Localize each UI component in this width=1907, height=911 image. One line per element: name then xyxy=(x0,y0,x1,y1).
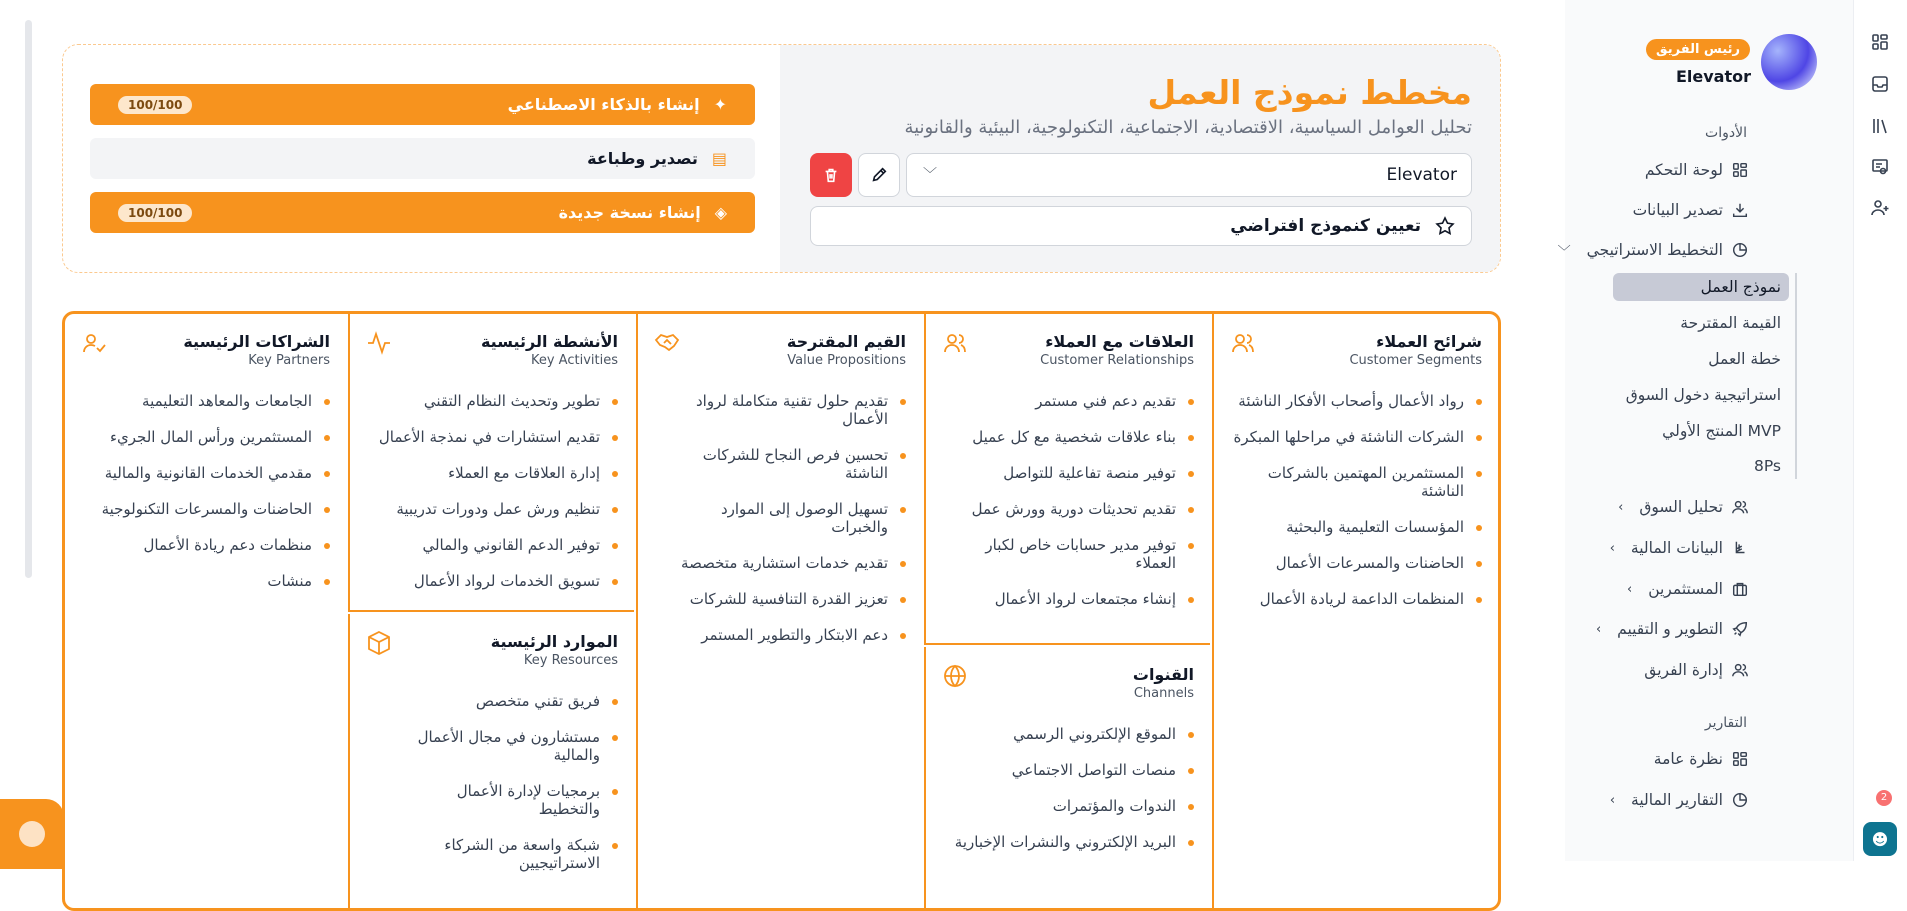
header-info-panel xyxy=(780,45,1500,272)
list-item: تسهيل الوصول إلى الموارد والخبرات xyxy=(666,500,906,536)
chat-icon: ☻ xyxy=(1871,829,1889,849)
block-subtitle: Key Partners xyxy=(248,353,330,368)
tag-icon: ◈ xyxy=(714,203,727,222)
list-item: منصات التواصل الاجتماعي xyxy=(944,761,1194,779)
sidebar-item-label: تحليل السوق xyxy=(1639,498,1723,516)
sidebar-item-market-analysis[interactable] xyxy=(1618,493,1749,521)
notification-badge: 2 xyxy=(1876,790,1892,806)
users-icon xyxy=(1731,498,1749,516)
sidebar xyxy=(1557,0,1853,861)
chat-button[interactable] xyxy=(1863,822,1897,856)
list-item: مقدمي الخدمات القانونية والمالية xyxy=(80,464,330,482)
list-item: توفير الدعم القانوني والمالي xyxy=(368,536,618,554)
list-item: المؤسسات التعليمية والبحثية xyxy=(1232,518,1482,536)
page-title: مخطط نموذج العمل xyxy=(1147,73,1472,112)
block-subtitle: Value Propositions xyxy=(787,353,906,368)
user-check-icon xyxy=(81,330,107,356)
sidebar-subitem-business-plan[interactable]: خطة العمل xyxy=(1708,350,1781,368)
circle-icon xyxy=(19,821,45,847)
block-channels[interactable] xyxy=(924,647,1210,911)
set-default-label: تعيين كنموذج افتراضي xyxy=(1230,216,1421,236)
pie-chart-icon xyxy=(1731,241,1749,259)
library-icon[interactable] xyxy=(1870,116,1890,136)
submenu-line xyxy=(1795,273,1797,479)
inbox-icon[interactable] xyxy=(1870,74,1890,94)
list-item: تنظيم ورش عمل ودورات تدريبية xyxy=(368,500,618,518)
block-title: الموارد الرئيسية xyxy=(490,632,618,651)
list-item: المنظمات الداعمة لريادة الأعمال xyxy=(1232,590,1482,608)
currency-icon xyxy=(1731,539,1749,557)
sidebar-item-investors[interactable] xyxy=(1627,575,1749,603)
list-item: المستثمرين المهتمين بالشركات الناشئة xyxy=(1232,464,1482,500)
sidebar-item-dashboard[interactable] xyxy=(1645,156,1749,184)
users-icon xyxy=(1230,330,1256,356)
list-item: البريد الإلكتروني والنشرات الإخبارية xyxy=(944,833,1194,851)
block-subtitle: Key Activities xyxy=(530,353,618,368)
block-key-partners[interactable] xyxy=(65,314,346,911)
scrollbar[interactable] xyxy=(25,20,32,578)
list-item: منشات xyxy=(80,572,330,590)
list-item: توفير مدير حسابات خاص لكبار العملاء xyxy=(964,536,1194,572)
model-select-value: Elevator xyxy=(1386,165,1457,185)
list-item: تطوير وتحديث النظام التقني xyxy=(368,392,618,410)
sidebar-item-label: إدارة الفريق xyxy=(1644,661,1723,679)
list-item: تحسين فرص النجاح للشركات الناشئة xyxy=(666,446,906,482)
icon-rail xyxy=(1853,0,1907,861)
list-item: تقديم دعم فني مستمر xyxy=(964,392,1194,410)
floating-action-button[interactable] xyxy=(0,799,64,869)
avatar[interactable] xyxy=(1761,34,1817,90)
chevron-down-icon: ﹀ xyxy=(1557,244,1571,260)
ai-generate-label: إنشاء بالذكاء الاصطناعي xyxy=(507,95,700,114)
sidebar-subitem-8ps[interactable]: 8Ps xyxy=(1753,457,1781,475)
box-icon xyxy=(366,630,392,656)
list-item: المستثمرين ورأس المال الجريء xyxy=(80,428,330,446)
list-item: تقديم حلول تقنية متكاملة لرواد الأعمال xyxy=(666,392,906,428)
dashboard-icon xyxy=(1731,161,1749,179)
role-badge: رئيس الفريق xyxy=(1646,39,1750,60)
list-item: الحاضنات والمسرعات التكنولوجية xyxy=(80,500,330,518)
sparkles-icon: ✦ xyxy=(713,95,727,114)
list-item: إنشاء مجتمعات لرواد الأعمال xyxy=(964,590,1194,608)
sidebar-item-label: تصدير البيانات xyxy=(1632,201,1723,219)
export-print-button[interactable] xyxy=(90,138,755,179)
new-version-quota-badge: 100/100 xyxy=(118,204,192,222)
sidebar-item-label: المستثمرين xyxy=(1648,580,1723,598)
block-subtitle: Key Resources xyxy=(523,653,618,668)
sidebar-item-label: التخطيط الاستراتيجي xyxy=(1586,241,1723,259)
sidebar-item-development[interactable] xyxy=(1596,615,1749,643)
model-select[interactable] xyxy=(906,153,1472,197)
star-icon xyxy=(1435,216,1455,236)
sidebar-item-label: لوحة التحكم xyxy=(1644,161,1723,179)
list-item: الحاضنات والمسرعات الأعمال xyxy=(1232,554,1482,572)
sidebar-subitem-value-proposition[interactable]: القيمة المقترحة xyxy=(1680,314,1781,332)
list-item: تقديم تحديثات دورية وورش عمل xyxy=(964,500,1194,518)
pie-chart-icon xyxy=(1731,791,1749,809)
list-item: مستشارون في مجال الأعمال والمالية xyxy=(398,728,618,764)
header-panel xyxy=(62,44,1501,273)
block-title: الأنشطة الرئيسية xyxy=(480,332,618,351)
list-item: إدارة العلاقات مع العملاء xyxy=(368,464,618,482)
list-item: بناء علاقات شخصية مع كل عميل xyxy=(964,428,1194,446)
list-item: توفير منصة تفاعلية للتواصل xyxy=(964,464,1194,482)
pencil-icon xyxy=(870,166,888,184)
page-subtitle: تحليل العوامل السياسية، الاقتصادية، الاجتماعية، التكنولوجية، البيئية والقانونية xyxy=(904,117,1472,138)
list-item: الموقع الإلكتروني الرسمي xyxy=(944,725,1194,743)
sidebar-item-overview[interactable] xyxy=(1654,745,1749,773)
new-version-label: إنشاء نسخة جديدة xyxy=(558,203,701,222)
sidebar-item-label: التقارير المالية xyxy=(1631,791,1723,809)
list-item: تعزيز القدرة التنافسية للشركات xyxy=(666,590,906,608)
sidebar-item-export[interactable] xyxy=(1633,196,1749,224)
block-title: الشراكات الرئيسية xyxy=(183,332,330,351)
ai-quota-badge: 100/100 xyxy=(118,96,192,114)
list-item: الندوات والمؤتمرات xyxy=(944,797,1194,815)
sidebar-item-label: البيانات المالية xyxy=(1630,539,1723,557)
certificate-icon[interactable] xyxy=(1870,157,1890,177)
list-item: برمجيات لإدارة الأعمال والتخطيط xyxy=(398,782,618,818)
pdf-file-icon: ▤ xyxy=(711,149,727,168)
trash-icon xyxy=(822,166,840,184)
chevron-left-icon: ‹ xyxy=(1609,792,1616,808)
tools-heading: الأدوات xyxy=(1705,125,1747,141)
block-value-propositions[interactable] xyxy=(636,314,922,911)
block-subtitle: Channels xyxy=(1133,686,1194,701)
list-item: تقديم خدمات استشارية متخصصة xyxy=(666,554,906,572)
users-plus-icon[interactable] xyxy=(1870,198,1890,218)
delete-button[interactable] xyxy=(810,153,852,197)
business-model-canvas xyxy=(62,311,1501,911)
briefcase-icon xyxy=(1731,580,1749,598)
chevron-down-icon: ﹀ xyxy=(923,167,937,183)
list-item: تقديم استشارات في نمذجة الأعمال xyxy=(368,428,618,446)
user-name: Elevator xyxy=(1675,67,1751,86)
block-title: القيم المقترحة xyxy=(786,332,906,351)
block-key-resources[interactable] xyxy=(348,614,634,911)
sidebar-item-financial-data[interactable] xyxy=(1610,534,1749,562)
block-title: شرائح العملاء xyxy=(1376,332,1482,351)
chevron-left-icon: ‹ xyxy=(1618,499,1624,515)
dashboard-icon[interactable] xyxy=(1870,32,1890,52)
list-item: تسويق الخدمات لرواد الأعمال xyxy=(368,572,618,590)
block-title: القنوات xyxy=(1132,665,1194,684)
sidebar-subitem-market-entry[interactable]: استراتيجية دخول السوق xyxy=(1625,386,1781,404)
rocket-icon xyxy=(1731,620,1749,638)
list-item: دعم الابتكار والتطوير المستمر xyxy=(666,626,906,644)
globe-icon xyxy=(942,663,968,689)
new-version-button[interactable] xyxy=(90,192,755,233)
export-print-label: تصدير وطباعة xyxy=(587,149,698,168)
sidebar-subitem-business-model[interactable]: نموذج العمل xyxy=(1613,273,1789,301)
sidebar-item-financial-reports[interactable] xyxy=(1610,786,1749,814)
block-key-activities[interactable] xyxy=(348,314,634,612)
sidebar-subitem-mvp[interactable]: المنتج الأولي MVP xyxy=(1662,422,1781,440)
sidebar-item-label: نظرة عامة xyxy=(1653,750,1723,768)
sidebar-item-team[interactable] xyxy=(1644,656,1749,684)
edit-button[interactable] xyxy=(858,153,900,197)
set-default-button[interactable] xyxy=(810,206,1472,246)
block-title: العلاقات مع العملاء xyxy=(1045,332,1194,351)
activity-icon xyxy=(366,330,392,356)
chevron-left-icon: ‹ xyxy=(1595,621,1602,637)
sidebar-item-label: التطوير و التقييم xyxy=(1617,620,1723,638)
list-item: منظمات دعم ريادة الأعمال xyxy=(80,536,330,554)
list-item: شبكة واسعة من الشركاء الاستراتيجيين xyxy=(398,836,618,872)
list-item: فريق تقني متخصص xyxy=(398,692,618,710)
chevron-left-icon: ‹ xyxy=(1609,540,1615,556)
block-customer-segments[interactable] xyxy=(1212,314,1498,911)
reports-heading: التقارير xyxy=(1704,715,1747,731)
ai-generate-button[interactable] xyxy=(90,84,755,125)
team-icon xyxy=(1731,661,1749,679)
users-icon xyxy=(942,330,968,356)
sidebar-item-strategic-planning[interactable] xyxy=(1558,236,1749,264)
block-subtitle: Customer Relationships xyxy=(1040,353,1194,368)
download-icon xyxy=(1731,201,1749,219)
list-item: الجامعات والمعاهد التعليمية xyxy=(80,392,330,410)
list-item: الشركات الناشئة في مراحلها المبكرة xyxy=(1232,428,1482,446)
chevron-left-icon: ‹ xyxy=(1626,581,1633,597)
dashboard-icon xyxy=(1731,750,1749,768)
block-customer-relationships[interactable] xyxy=(924,314,1210,645)
list-item: رواد الأعمال وأصحاب الأفكار الناشئة xyxy=(1232,392,1482,410)
block-subtitle: Customer Segments xyxy=(1349,353,1482,368)
handshake-icon xyxy=(654,330,680,356)
